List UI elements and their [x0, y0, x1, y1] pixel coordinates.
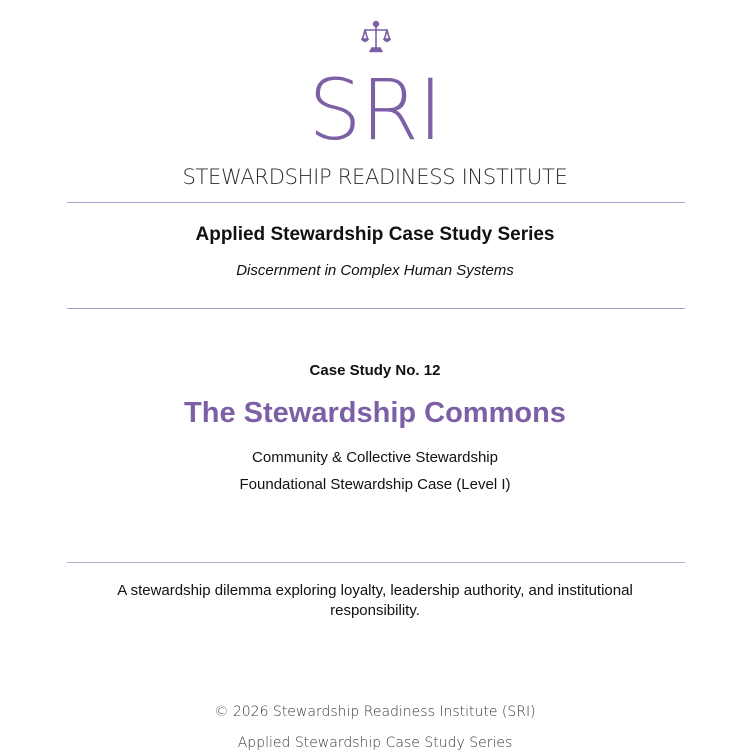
brand-mark: SRI [308, 61, 442, 159]
institute-name: STEWARDSHIP READINESS INSTITUTE [182, 165, 568, 189]
case-summary: A stewardship dilemma exploring loyalty, leadership authority, and institutional responsibility. [117, 582, 633, 619]
divider [67, 308, 685, 309]
copyright-notice: © 2026 Stewardship Readiness Institute (SRI) [214, 704, 536, 720]
series-title: Applied Stewardship Case Study Series [195, 224, 555, 245]
case-category: Community & Collective Stewardship [252, 449, 498, 466]
series-subtitle: Discernment in Complex Human Systems [236, 262, 514, 279]
divider [67, 562, 685, 563]
divider [67, 202, 685, 203]
case-title: The Stewardship Commons [184, 397, 566, 429]
case-level: Foundational Stewardship Case (Level I) [239, 476, 511, 493]
footer-series-line: Applied Stewardship Case Study Series [237, 735, 513, 751]
scales-of-justice-icon [361, 20, 391, 54]
case-number: Case Study No. 12 [309, 362, 441, 379]
